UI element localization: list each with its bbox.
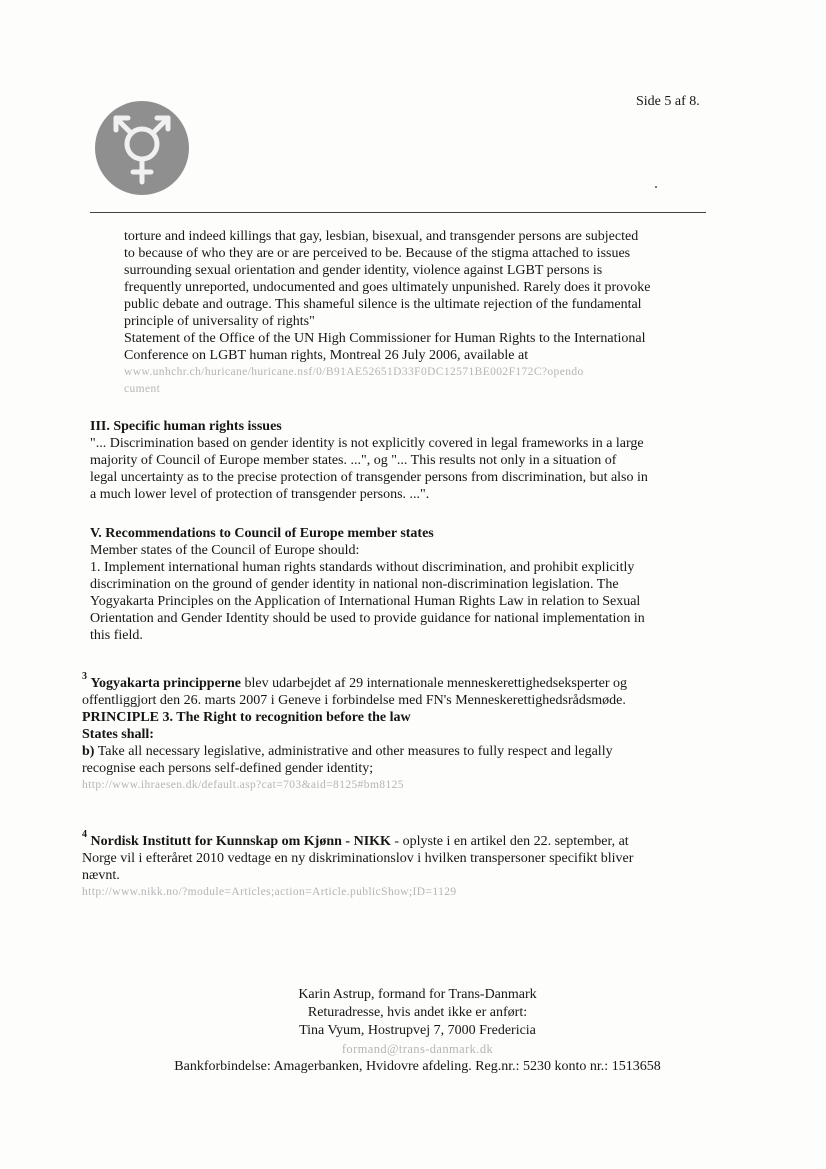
quote-line: torture and indeed killings that gay, lesbian, bisexual, and transgender persons are subjected bbox=[124, 229, 639, 244]
scan-speck bbox=[655, 186, 657, 188]
section-iii-line: "... Discrimination based on gender identity is not explicitly covered in legal frameworks in a large bbox=[90, 436, 644, 451]
footnote-3-line bbox=[82, 668, 627, 692]
footer-email-link[interactable]: formand@trans-danmark.dk bbox=[341, 1042, 494, 1056]
footer-name: Karin Astrup, formand for Trans-Danmark bbox=[298, 987, 537, 1002]
footnote-4-line bbox=[82, 826, 633, 850]
quote-line: public debate and outrage. This shameful silence is the ultimate rejection of the fundamental bbox=[124, 297, 642, 312]
quote-line: surrounding sexual orientation and gender identity, violence against LGBT persons is bbox=[124, 263, 603, 278]
source-line: Conference on LGBT human rights, Montreal 26 July 2006, available at bbox=[124, 348, 529, 363]
footnote-4-marker: 4 bbox=[82, 829, 87, 840]
ihraesen-link[interactable]: http://www.ihraesen.dk/default.asp?cat=703&aid=8125#bm8125 bbox=[82, 779, 404, 791]
section-v-line: Orientation and Gender Identity should be used to provide guidance for national implementation in bbox=[90, 611, 645, 626]
nikk-link[interactable]: http://www.nikk.no/?module=Articles;action=Article.publicShow;ID=1129 bbox=[82, 886, 457, 898]
footnote-3-line1-rest: blev udarbejdet af 29 internationale menneskerettighedseksperter og bbox=[241, 676, 628, 691]
unhchr-link-continued[interactable]: cument bbox=[124, 383, 161, 395]
item-line1: Take all necessary legislative, administrative and other measures to fully respect and legally bbox=[94, 744, 613, 759]
states-shall-label: States shall: bbox=[82, 727, 154, 742]
section-iii-line: majority of Council of Europe member states. ...", og "... This results not only in a situation of bbox=[90, 453, 617, 468]
section-iii-line: a much lower level of protection of transgender persons. ...". bbox=[90, 487, 430, 502]
footnote-3-marker: 3 bbox=[82, 671, 87, 682]
item-line2: recognise each persons self-defined gender identity; bbox=[82, 761, 374, 776]
footnote-3-lead: Yogyakarta principperne bbox=[90, 676, 241, 691]
quote-line: frequently unreported, undocumented and goes ultimately unpunished. Rarely does it provoke bbox=[124, 280, 651, 295]
footer-bank: Bankforbindelse: Amagerbanken, Hvidovre afdeling. Reg.nr.: 5230 konto nr.: 1513658 bbox=[174, 1059, 661, 1074]
section-v-heading: V. Recommendations to Council of Europe member states bbox=[90, 526, 434, 541]
item-label: b) bbox=[82, 744, 95, 759]
header-divider bbox=[90, 212, 706, 213]
source-line: Statement of the Office of the UN High Commissioner for Human Rights to the International bbox=[124, 331, 646, 346]
footnote-4-line1-rest: - oplyste i en artikel den 22. september, at bbox=[390, 834, 629, 849]
footnote-4-line2: Norge vil i efteråret 2010 vedtage en ny diskriminationslov i hvilken transpersoner specifikt bliver bbox=[82, 851, 634, 866]
quote-line: principle of universality of rights" bbox=[124, 314, 315, 329]
page-number: Side 5 af 8. bbox=[636, 94, 700, 109]
unhchr-link[interactable]: www.unhchr.ch/huricane/huricane.nsf/0/B91AE52651D33F0DC12571BE002F172C?opendo bbox=[124, 366, 584, 378]
section-iii bbox=[90, 418, 648, 503]
footnote-3-item bbox=[82, 743, 627, 760]
quote-block bbox=[124, 228, 650, 398]
section-iii-line: legal uncertainty as to the precise protection of transgender persons from discrimination, but also in bbox=[90, 470, 648, 485]
footnote-4-lead: Nordisk Institutt for Kunnskap om Kjønn - NIKK bbox=[90, 834, 391, 849]
footnote-4-line3: nævnt. bbox=[82, 868, 120, 883]
quote-line: to because of who they are or are perceived to be. Because of the stigma attached to issues bbox=[124, 246, 631, 261]
transgender-symbol-icon bbox=[94, 100, 190, 196]
section-v-line: Yogyakarta Principles on the Application of International Human Rights Law in relation to Sexual bbox=[90, 594, 641, 609]
section-iii-heading: III. Specific human rights issues bbox=[90, 419, 282, 434]
footnote-4 bbox=[82, 826, 633, 901]
section-v-line: Member states of the Council of Europe should: bbox=[90, 543, 360, 558]
footer-address: Tina Vyum, Hostrupvej 7, 7000 Fredericia bbox=[299, 1023, 536, 1038]
footnote-3-line2: offentliggjort den 26. marts 2007 i Geneve i forbindelse med FN's Menneskerettighedsrådsmøde. bbox=[82, 693, 626, 708]
section-v-line: 1. Implement international human rights standards without discrimination, and prohibit explicitly bbox=[90, 560, 635, 575]
letter-footer bbox=[90, 986, 745, 1076]
section-v bbox=[90, 525, 645, 644]
section-v-line: discrimination on the ground of gender identity in national non-discrimination legislation. The bbox=[90, 577, 619, 592]
principle-heading: PRINCIPLE 3. The Right to recognition before the law bbox=[82, 710, 411, 725]
section-v-line: this field. bbox=[90, 628, 143, 643]
footnote-3 bbox=[82, 668, 627, 794]
footer-return-address: Returadresse, hvis andet ikke er anført: bbox=[307, 1005, 528, 1020]
